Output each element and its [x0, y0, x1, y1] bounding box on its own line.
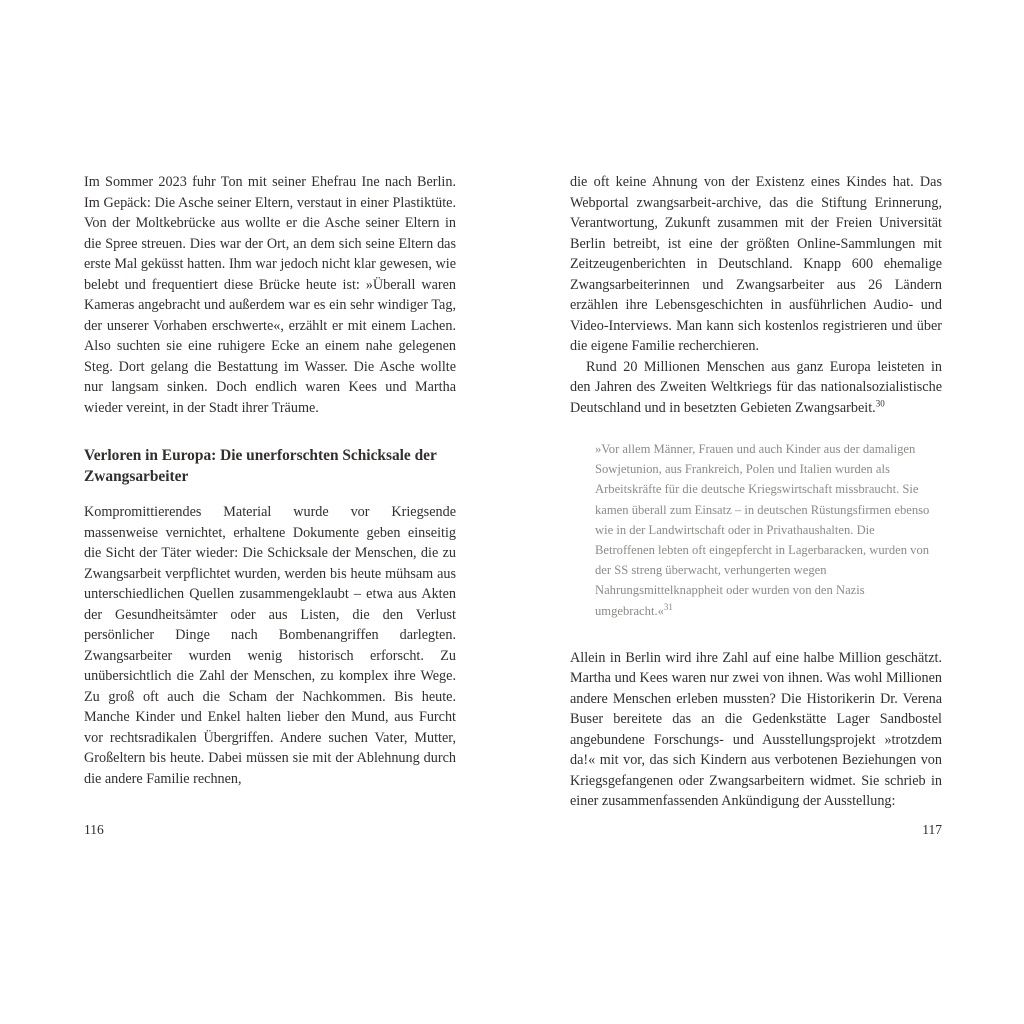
blockquote — [595, 439, 935, 621]
section-heading: Verloren in Europa: Die unerforschten Schicksale der Zwangsarbeiter — [84, 447, 437, 485]
left-paragraph-1: Im Sommer 2023 fuhr Ton mit seiner Ehefrau Ine nach Berlin. Im Gepäck: Die Asche seiner Eltern, verstaut in einer Plastiktüte. Von der Moltkebrücke aus wollte er die Asche seiner Eltern in die Spree streuen. Dies war der Ort, an dem sich seine Eltern das erste Mal geküsst hatten. Ihm war jedoch nicht klar gewesen, wie belebt und frequentiert diese Brücke heute ist: »Überall waren Kameras angebracht und außerdem war es ein sehr windiger Tag, der unserer Vorhaben erschwerte«, erzählt er mit einem Lachen. Also suchten sie eine ruhigere Ecke an einem nahe gelegenen Steg. Dort gelang die Bestattung im Wasser. Die Asche wollte nur langsam sinken. Doch endlich waren Kees und Martha wieder vereint, in der Stadt ihrer Träume. — [84, 174, 456, 416]
page-number-left: 116 — [84, 822, 104, 837]
right-paragraph-2-text: Rund 20 Millionen Menschen aus ganz Europa leisteten in den Jahren des Zweiten Weltkriegs für das nationalsozialistische Deutschland und in besetzten Gebieten Zwangsarbeit. — [570, 358, 942, 416]
page-number-right: 117 — [922, 822, 942, 837]
left-page-text — [84, 172, 456, 789]
blockquote-text: »Vor allem Männer, Frauen und auch Kinder aus der damaligen Sowjetunion, aus Frankreich, Polen und Italien wurden als Arbeitskräfte für die deutsche Kriegswirtschaft missbraucht. Sie kamen überall zum Einsatz – in deutschen Rüstungsfirmen ebenso wie in der Landwirtschaft oder in Privathaushalten. Die Betroffenen lebten oft eingepfercht in Lagerbaracken, wurden von der SS streng überwacht, verhungerten wegen Nahrungsmittelknappheit oder wurden von den Nazis umgebracht.« — [595, 442, 930, 618]
right-paragraph-2 — [570, 357, 942, 419]
left-paragraph-2: Kompromittierendes Material wurde vor Kriegsende massenweise vernichtet, erhaltene Dokumente geben einseitig die Sicht der Täter wieder: Die Schicksale der Menschen, die zu Zwangsarbeit verpflichtet wurden, werden bis heute mühsam aus unterschiedlichen Quellen zusammengeklaubt – etwa aus Akten der Gesundheitsämter oder aus Listen, die den Verlust persönlicher Dinge nach Bombenangriffen darlegten. Zwangsarbeiter wurden wenig historisch erforscht. Zu unübersichtlich die Zahl der Menschen, zu komplex ihre Wege. Zu groß oft auch die Scham der Nachkommen. Bis heute. Manche Kinder und Enkel halten lieber den Mund, aus Furcht vor rechtsradikalen Übergriffen. Andere suchen Vater, Mutter, Großeltern bis heute. Dabei müssen sie mit der Ablehnung durch die andere Familie rechnen, — [84, 504, 456, 787]
footnote-ref-31: 31 — [663, 601, 673, 612]
right-paragraph-3: Allein in Berlin wird ihre Zahl auf eine halbe Million geschätzt. Martha und Kees waren nur zwei von ihnen. Was wohl Millionen andere Menschen erleben mussten? Die Historikerin Dr. Verena Buser bereitete das an die Gedenkstätte Lager Sandbostel angebundene Forschungs- und Ausstellungsprojekt »trotzdem da!« mit vor, das sich Kindern aus verbotenen Beziehungen von Kriegsgefangenen oder Zwangsarbeitern widmet. Sie schrieb in einer zusammenfassenden Ankündigung der Ausstellung: — [570, 649, 942, 810]
footnote-ref-30: 30 — [875, 397, 885, 408]
right-paragraph-1: die oft keine Ahnung von der Existenz eines Kindes hat. Das Webportal zwangsarbeit-archive, das die Stiftung Erinnerung, Verantwortung, Zukunft zusammen mit der Freien Universität Berlin betreibt, ist eine der größten Online-Sammlungen mit Zeitzeugenberichten in Deutschland. Knapp 600 ehemalige Zwangsarbeiterinnen und Zwangsarbeiter aus 26 Ländern erzählen ihre Lebensgeschichten in ausführlichen Audio- und Video-Interviews. Man kann sich kostenlos registrieren und über die eigene Familie recherchieren. — [570, 174, 942, 354]
right-page-text — [570, 172, 942, 812]
